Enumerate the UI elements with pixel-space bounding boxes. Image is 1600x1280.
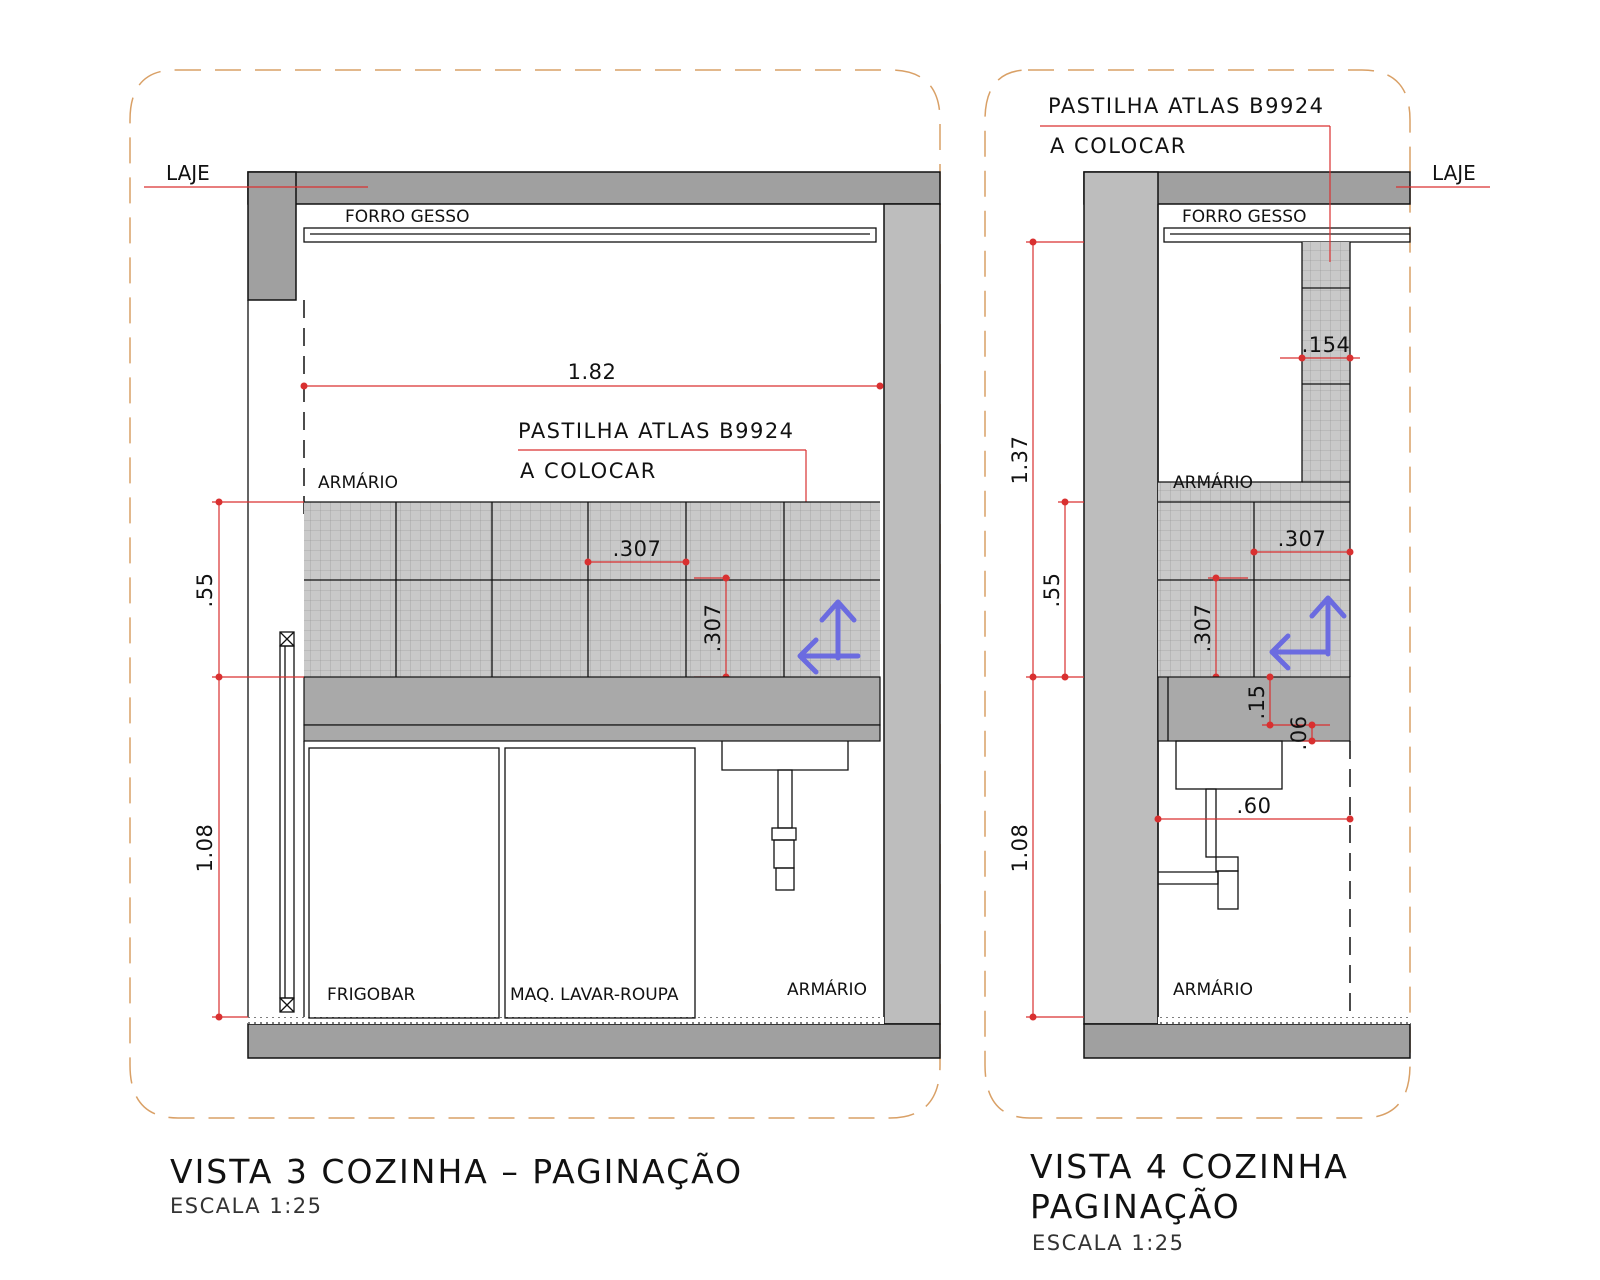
minibar <box>309 748 499 1018</box>
v4-dim-sink-value: .60 <box>1236 794 1272 818</box>
door-frame <box>280 632 294 1012</box>
v4-dim-band <box>1040 499 1084 681</box>
v4-ceiling-label: FORRO GESSO <box>1182 207 1307 227</box>
dim-band-value: .55 <box>193 572 217 608</box>
dim-base-value: 1.08 <box>193 823 217 873</box>
tile-note-line1: PASTILHA ATLAS B9924 <box>518 419 795 443</box>
dim-width <box>301 360 884 390</box>
v4-cabinet-upper-label: ARMÁRIO <box>1173 473 1253 493</box>
v4-dim-backsplash-value: .15 <box>1245 684 1269 720</box>
v4-tile-note-line2: A COLOCAR <box>1050 134 1187 158</box>
v4-dim-sink <box>1155 794 1354 823</box>
v4-left-wall <box>1084 172 1158 1024</box>
v4-dim-band-value: .55 <box>1040 572 1064 608</box>
view-4-scale: ESCALA 1:25 <box>1032 1231 1185 1255</box>
dim-tile-h-value: .307 <box>612 537 662 561</box>
view-3-title: VISTA 3 COZINHA – PAGINAÇÃO <box>170 1152 744 1191</box>
v4-cabinet-lower-label: ARMÁRIO <box>1173 980 1253 1000</box>
v4-dim-tile-h-value: .307 <box>1277 527 1327 551</box>
floor-slab <box>248 1024 940 1058</box>
view-4 <box>985 70 1490 1255</box>
v4-dim-total-upper-value: 1.37 <box>1008 435 1032 485</box>
washing-machine <box>505 748 695 1018</box>
dim-tile-v-value: .307 <box>701 603 725 653</box>
view-3 <box>130 70 940 1218</box>
slab-top <box>248 172 940 204</box>
ceiling-plaster <box>304 228 876 242</box>
dim-width-value: 1.82 <box>567 360 617 384</box>
slab-label: LAJE <box>166 161 210 185</box>
cabinet-lower-label: ARMÁRIO <box>787 980 867 1000</box>
v4-ceiling-plaster <box>1164 228 1410 242</box>
v4-dim-total-upper <box>1008 239 1084 678</box>
dim-base <box>193 677 248 1021</box>
v4-tile-note-line1: PASTILHA ATLAS B9924 <box>1048 94 1325 118</box>
countertop <box>304 677 880 725</box>
view-3-scale: ESCALA 1:25 <box>170 1194 323 1218</box>
v4-dim-counter-value: .06 <box>1287 715 1311 751</box>
sink <box>722 741 848 890</box>
minibar-label: FRIGOBAR <box>327 985 416 1005</box>
v4-tile-strip <box>1158 242 1350 677</box>
right-wall <box>884 204 940 1024</box>
v4-dim-base-value: 1.08 <box>1008 823 1032 873</box>
v4-dim-base <box>1008 674 1084 1021</box>
v4-sink <box>1158 741 1282 909</box>
washer-label: MAQ. LAVAR-ROUPA <box>510 985 679 1005</box>
ceiling-label: FORRO GESSO <box>345 207 470 227</box>
tile-note-line2: A COLOCAR <box>520 459 657 483</box>
view-4-title-line1: VISTA 4 COZINHA <box>1030 1147 1349 1186</box>
left-beam <box>248 172 296 300</box>
v4-floor-finish <box>1158 1017 1410 1024</box>
v4-dim-strip-value: .154 <box>1301 333 1351 357</box>
v4-floor-slab <box>1084 1024 1410 1058</box>
tile-backsplash <box>304 502 880 677</box>
v4-slab-label: LAJE <box>1432 161 1476 185</box>
countertop-edge <box>304 725 880 741</box>
view-4-title-line2: PAGINAÇÃO <box>1030 1187 1241 1226</box>
cabinet-upper-label: ARMÁRIO <box>318 473 398 493</box>
v4-dim-tile-v-value: .307 <box>1191 603 1215 653</box>
